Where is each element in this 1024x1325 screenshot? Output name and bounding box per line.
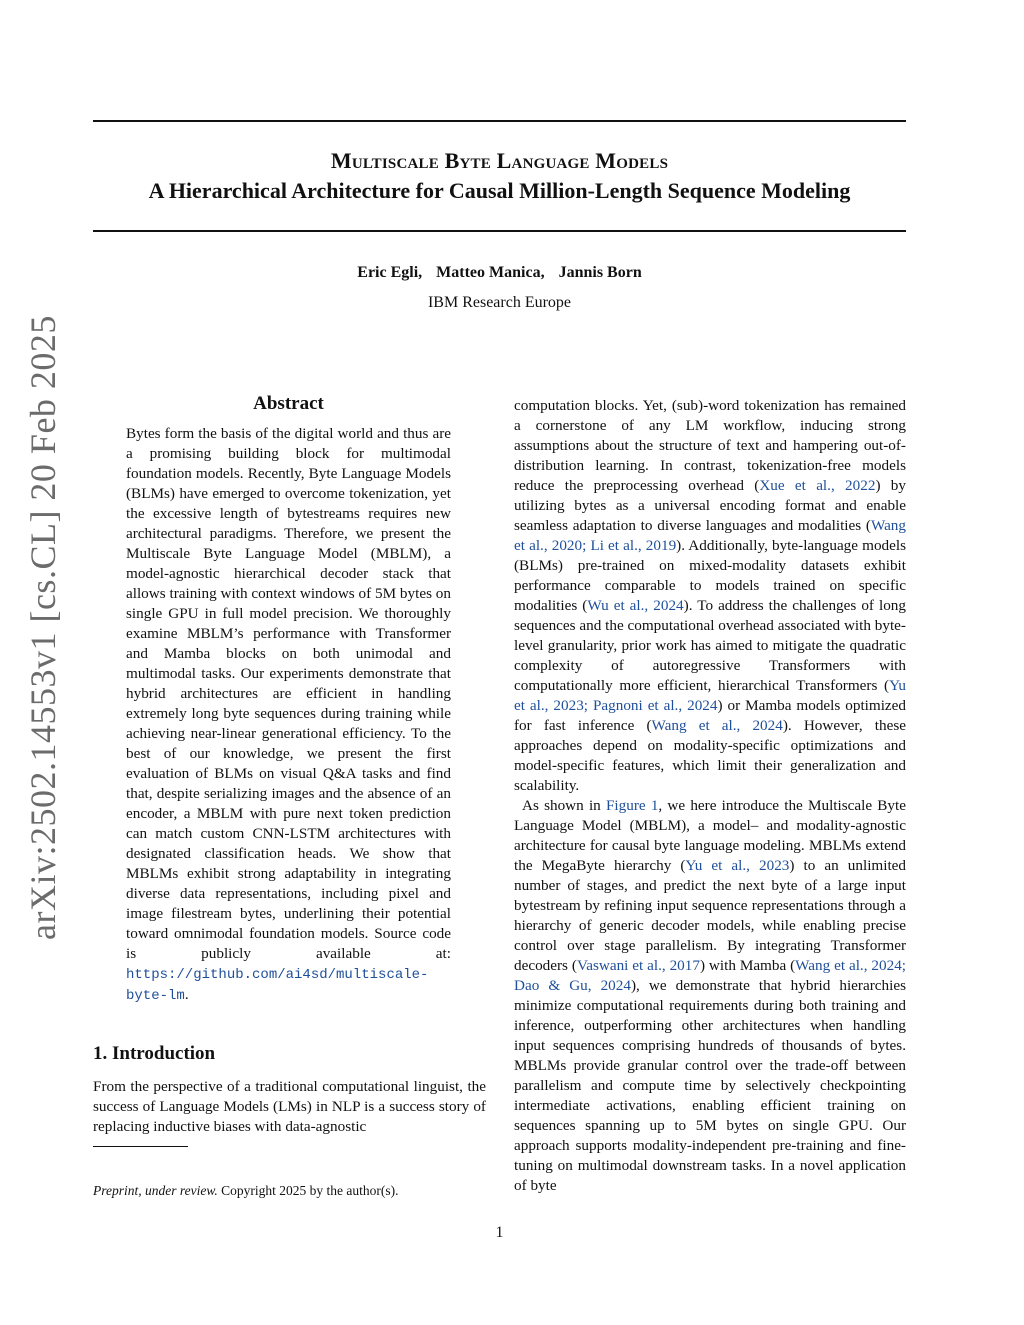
text-run: As shown in <box>522 797 606 814</box>
abstract-end-period: . <box>184 986 189 1003</box>
text-run: computation blocks. Yet, (sub)-word tokenization has remained a cornerstone of any LM workflow, inducing strong assumptions about the structure of text and hampering out-of-distribution learning. In contrast, tokenization-free models reduce the preprocessing overhead ( <box>514 397 906 494</box>
citation-link[interactable]: Wang et al., 2024; Dao & Gu, 2024 <box>514 957 907 994</box>
affiliation: IBM Research Europe <box>427 294 572 311</box>
arxiv-stamp: arXiv:2502.14553v1 [cs.CL] 20 Feb 2025 <box>23 315 63 940</box>
paragraph <box>514 396 906 796</box>
source-code-link[interactable]: https://github.com/ai4sd/multiscale-byte-lm <box>126 967 429 1004</box>
text-run: ) with Mamba ( <box>699 957 796 974</box>
abstract-text: Bytes form the basis of the digital world and thus are a promising building block for multimodal foundation models. Recently, Byte Language Models (BLMs) have emerged to overcome tokenization, yet the excessive length of bytestreams requires new architectural paradigms. Therefore, we present the Multiscale Byte Language Model (MBLM), a model-agnostic hierarchical decoder stack that allows training with context windows of 5M bytes on single GPU in full model precision. We thoroughly examine MBLM’s performance with Transformer and Mamba blocks on both unimodal and multimodal tasks. Our experiments demonstrate that hybrid architectures are efficient in handling extremely long byte sequences during training while achieving near-linear generational efficiency. To the best of our knowledge, we present the first evaluation of BLMs on visual Q&A tasks and find that, despite serializing images and the absence of an encoder, a MBLM with pure next token prediction can match custom CNN-LSTM architectures with designated classification heads. We show that MBLMs exhibit strong adaptability in integrating diverse data representations, including pixel and image filestream bytes, underlining their potential toward omnimodal foundation models. Source code is publicly available at: <box>126 425 451 962</box>
author-name: Matteo Manica, <box>436 264 545 281</box>
footnote-rule <box>93 1146 188 1147</box>
text-run: ). Additionally, byte-language models (BLMs) pre-trained on mixed-modality datasets exhibit performance comparable to models trained on specific modalities ( <box>514 537 907 614</box>
text-run: ). To address the challenges of long sequences and the computational overhead associated with byte-level granularity, prior work has aimed to mitigate the quadratic complexity of autoregressive Transformers with computationally more efficient, hierarchical Transformers ( <box>514 597 906 694</box>
text-run: , we here introduce the Multiscale Byte Language Model (MBLM), a model– and modality-agnostic architecture for causal byte language modeling. MBLMs extend the MegaByte hierarchy ( <box>514 797 906 874</box>
page-number: 1 <box>495 1224 504 1241</box>
author-name: Jannis Born <box>558 264 642 281</box>
text-run: ) or Mamba models optimized for fast inference ( <box>514 697 906 734</box>
text-run: ) by utilizing bytes as a universal encoding format and enable seamless adaptation to diverse languages and modalities ( <box>514 477 906 534</box>
paper-title-line2: A Hierarchical Architecture for Causal Million-Length Sequence Modeling <box>148 178 851 203</box>
text-run: ). However, these approaches depend on modality-specific optimizations and model-specific features, which limit their generalization and scalability. <box>514 717 906 794</box>
abstract-heading: Abstract <box>253 393 324 414</box>
footnote-rest: Copyright 2025 by the author(s). <box>221 1183 399 1198</box>
author-list <box>93 264 906 282</box>
abstract-body <box>126 424 451 1006</box>
citation-link[interactable]: Wang et al., 2024 <box>651 717 783 734</box>
citation-link[interactable]: Vaswani et al., 2017 <box>576 957 700 974</box>
right-column <box>514 396 906 1196</box>
citation-link[interactable]: Wu et al., 2024 <box>587 597 684 614</box>
text-run: ), we demonstrate that hybrid hierarchies minimize computational requirements during both training and inference, outperforming other architectures when handling input sequences comprising hundreds of thousands of bytes. MBLMs provide granular control over the trade-off between parallelism and compute time by selectively checkpointing intermediate activations, enabling efficient training on sequences spanning up to 5M bytes on single GPU. Our approach supports modality-independent pre-training and fine-tuning on multimodal downstream tasks. In a novel application of byte <box>514 977 906 1194</box>
author-name: Eric Egli, <box>357 264 423 281</box>
introduction-body: From the perspective of a traditional computational linguist, the success of Language Models (LMs) in NLP is a success story of replacing inductive biases with data-agnostic <box>93 1078 486 1135</box>
introduction-heading: 1. Introduction <box>93 1043 216 1064</box>
title-rule-top <box>93 120 906 122</box>
text-run: ) to an unlimited number of stages, and predict the next byte of a large input bytestream by refining input sequence representations through a hierarchy of generic decoder models, while enabling precise control over stage parallelism. By integrating Transformer decoders ( <box>514 857 907 974</box>
citation-link[interactable]: Wang et al., 2020; Li et al., 2019 <box>514 517 906 554</box>
paragraph <box>514 796 906 1196</box>
paper-title-line1: Multiscale Byte Language Models <box>330 148 669 173</box>
citation-link[interactable]: Yu et al., 2023 <box>685 857 790 874</box>
footnote-italic: Preprint, under review. <box>93 1183 218 1198</box>
footnote <box>93 1183 398 1199</box>
citation-link[interactable]: Xue et al., 2022 <box>759 477 876 494</box>
citation-link[interactable]: Yu et al., 2023; Pagnoni et al., 2024 <box>514 677 906 714</box>
title-rule-bottom <box>93 230 906 232</box>
figure-link[interactable]: Figure 1 <box>605 797 659 814</box>
